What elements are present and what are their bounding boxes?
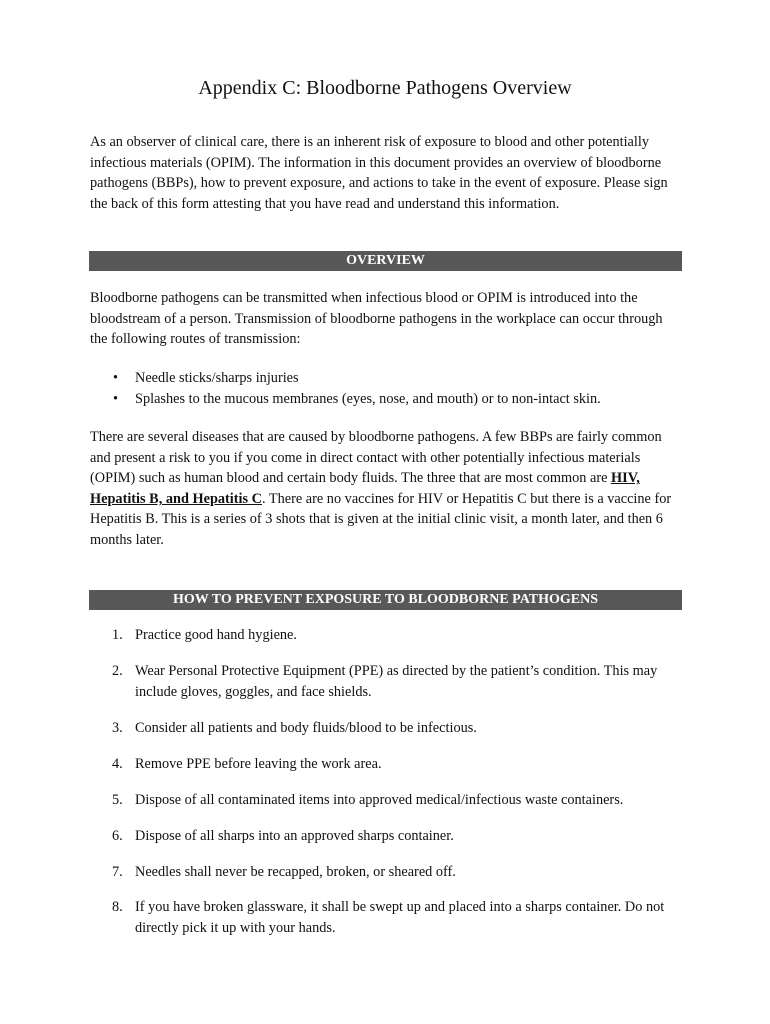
- diseases-highlight: HIV, Hepatitis B, and Hepatitis C: [90, 470, 640, 507]
- step-text: Remove PPE before leaving the work area.: [135, 755, 382, 772]
- transmission-routes-list: [90, 368, 680, 409]
- bullet-text: Splashes to the mucous membranes (eyes, nose, and mouth) or to non-intact skin.: [135, 390, 601, 407]
- list-item: [90, 368, 680, 389]
- list-item: [90, 826, 680, 847]
- step-number: 2.: [112, 662, 123, 679]
- intro-paragraph: As an observer of clinical care, there is an inherent risk of exposure to blood and other potentially infectious materials (OPIM). The information in this document provides an overview of bloodborne pathogens (BBPs), how to prevent exposure, and actions to take in the event of exposure. Please sign the back of this form attesting that you have read and understand this information.: [90, 134, 668, 212]
- list-item: [90, 661, 680, 702]
- list-item: [90, 389, 680, 410]
- step-text: Wear Personal Protective Equipment (PPE) as directed by the patient’s condition. This may include gloves, goggles, and face shields.: [135, 662, 658, 700]
- diseases-text-after: . There are no vaccines for HIV or Hepatitis C but there is a vaccine for Hepatitis B. This is a series of 3 shots that is given at the initial clinic visit, a month later, and then 6 months later.: [90, 490, 672, 548]
- step-text: Needles shall never be recapped, broken, or sheared off.: [135, 863, 456, 880]
- overview-paragraph: Bloodborne pathogens can be transmitted when infectious blood or OPIM is introduced into the bloodstream of a person. Transmission of bloodborne pathogens in the workplace can occur through the following routes of transmission:: [90, 290, 663, 348]
- step-number: 5.: [112, 791, 123, 808]
- list-item: [90, 718, 680, 739]
- diseases-text-before: There are several diseases that are caused by bloodborne pathogens. A few BBPs are fairly common and present a risk to you if you come in direct contact with other potentially infectious materials (OPIM) such as human blood and certain body fluids. The three that are most common are: [90, 429, 662, 487]
- step-text: Consider all patients and body fluids/blood to be infectious.: [135, 719, 477, 736]
- prevention-steps-list: [90, 625, 680, 954]
- bullet-icon: •: [113, 390, 119, 407]
- step-number: 7.: [112, 863, 123, 880]
- step-text: Practice good hand hygiene.: [135, 627, 297, 643]
- step-text: Dispose of all contaminated items into approved medical/infectious waste containers.: [135, 791, 624, 808]
- overview-heading-bar: OVERVIEW: [89, 251, 682, 271]
- step-number: 3.: [112, 719, 123, 736]
- diseases-paragraph: [90, 427, 680, 551]
- bullet-icon: •: [113, 370, 119, 386]
- step-number: 8.: [112, 899, 123, 916]
- page-title: Appendix C: Bloodborne Pathogens Overview: [198, 77, 572, 99]
- list-item: [90, 897, 680, 938]
- prevention-heading-bar: HOW TO PREVENT EXPOSURE TO BLOODBORNE PATHOGENS: [89, 590, 682, 610]
- step-number: 1.: [112, 627, 123, 643]
- step-number: 4.: [112, 755, 123, 772]
- list-item: [90, 790, 680, 811]
- list-item: [90, 625, 680, 646]
- step-number: 6.: [112, 827, 123, 844]
- step-text: If you have broken glassware, it shall be swept up and placed into a sharps container. Do not directly pick it up with your hands.: [135, 899, 665, 937]
- list-item: [90, 862, 680, 883]
- list-item: [90, 754, 680, 775]
- step-text: Dispose of all sharps into an approved sharps container.: [135, 827, 454, 844]
- bullet-text: Needle sticks/sharps injuries: [135, 370, 299, 386]
